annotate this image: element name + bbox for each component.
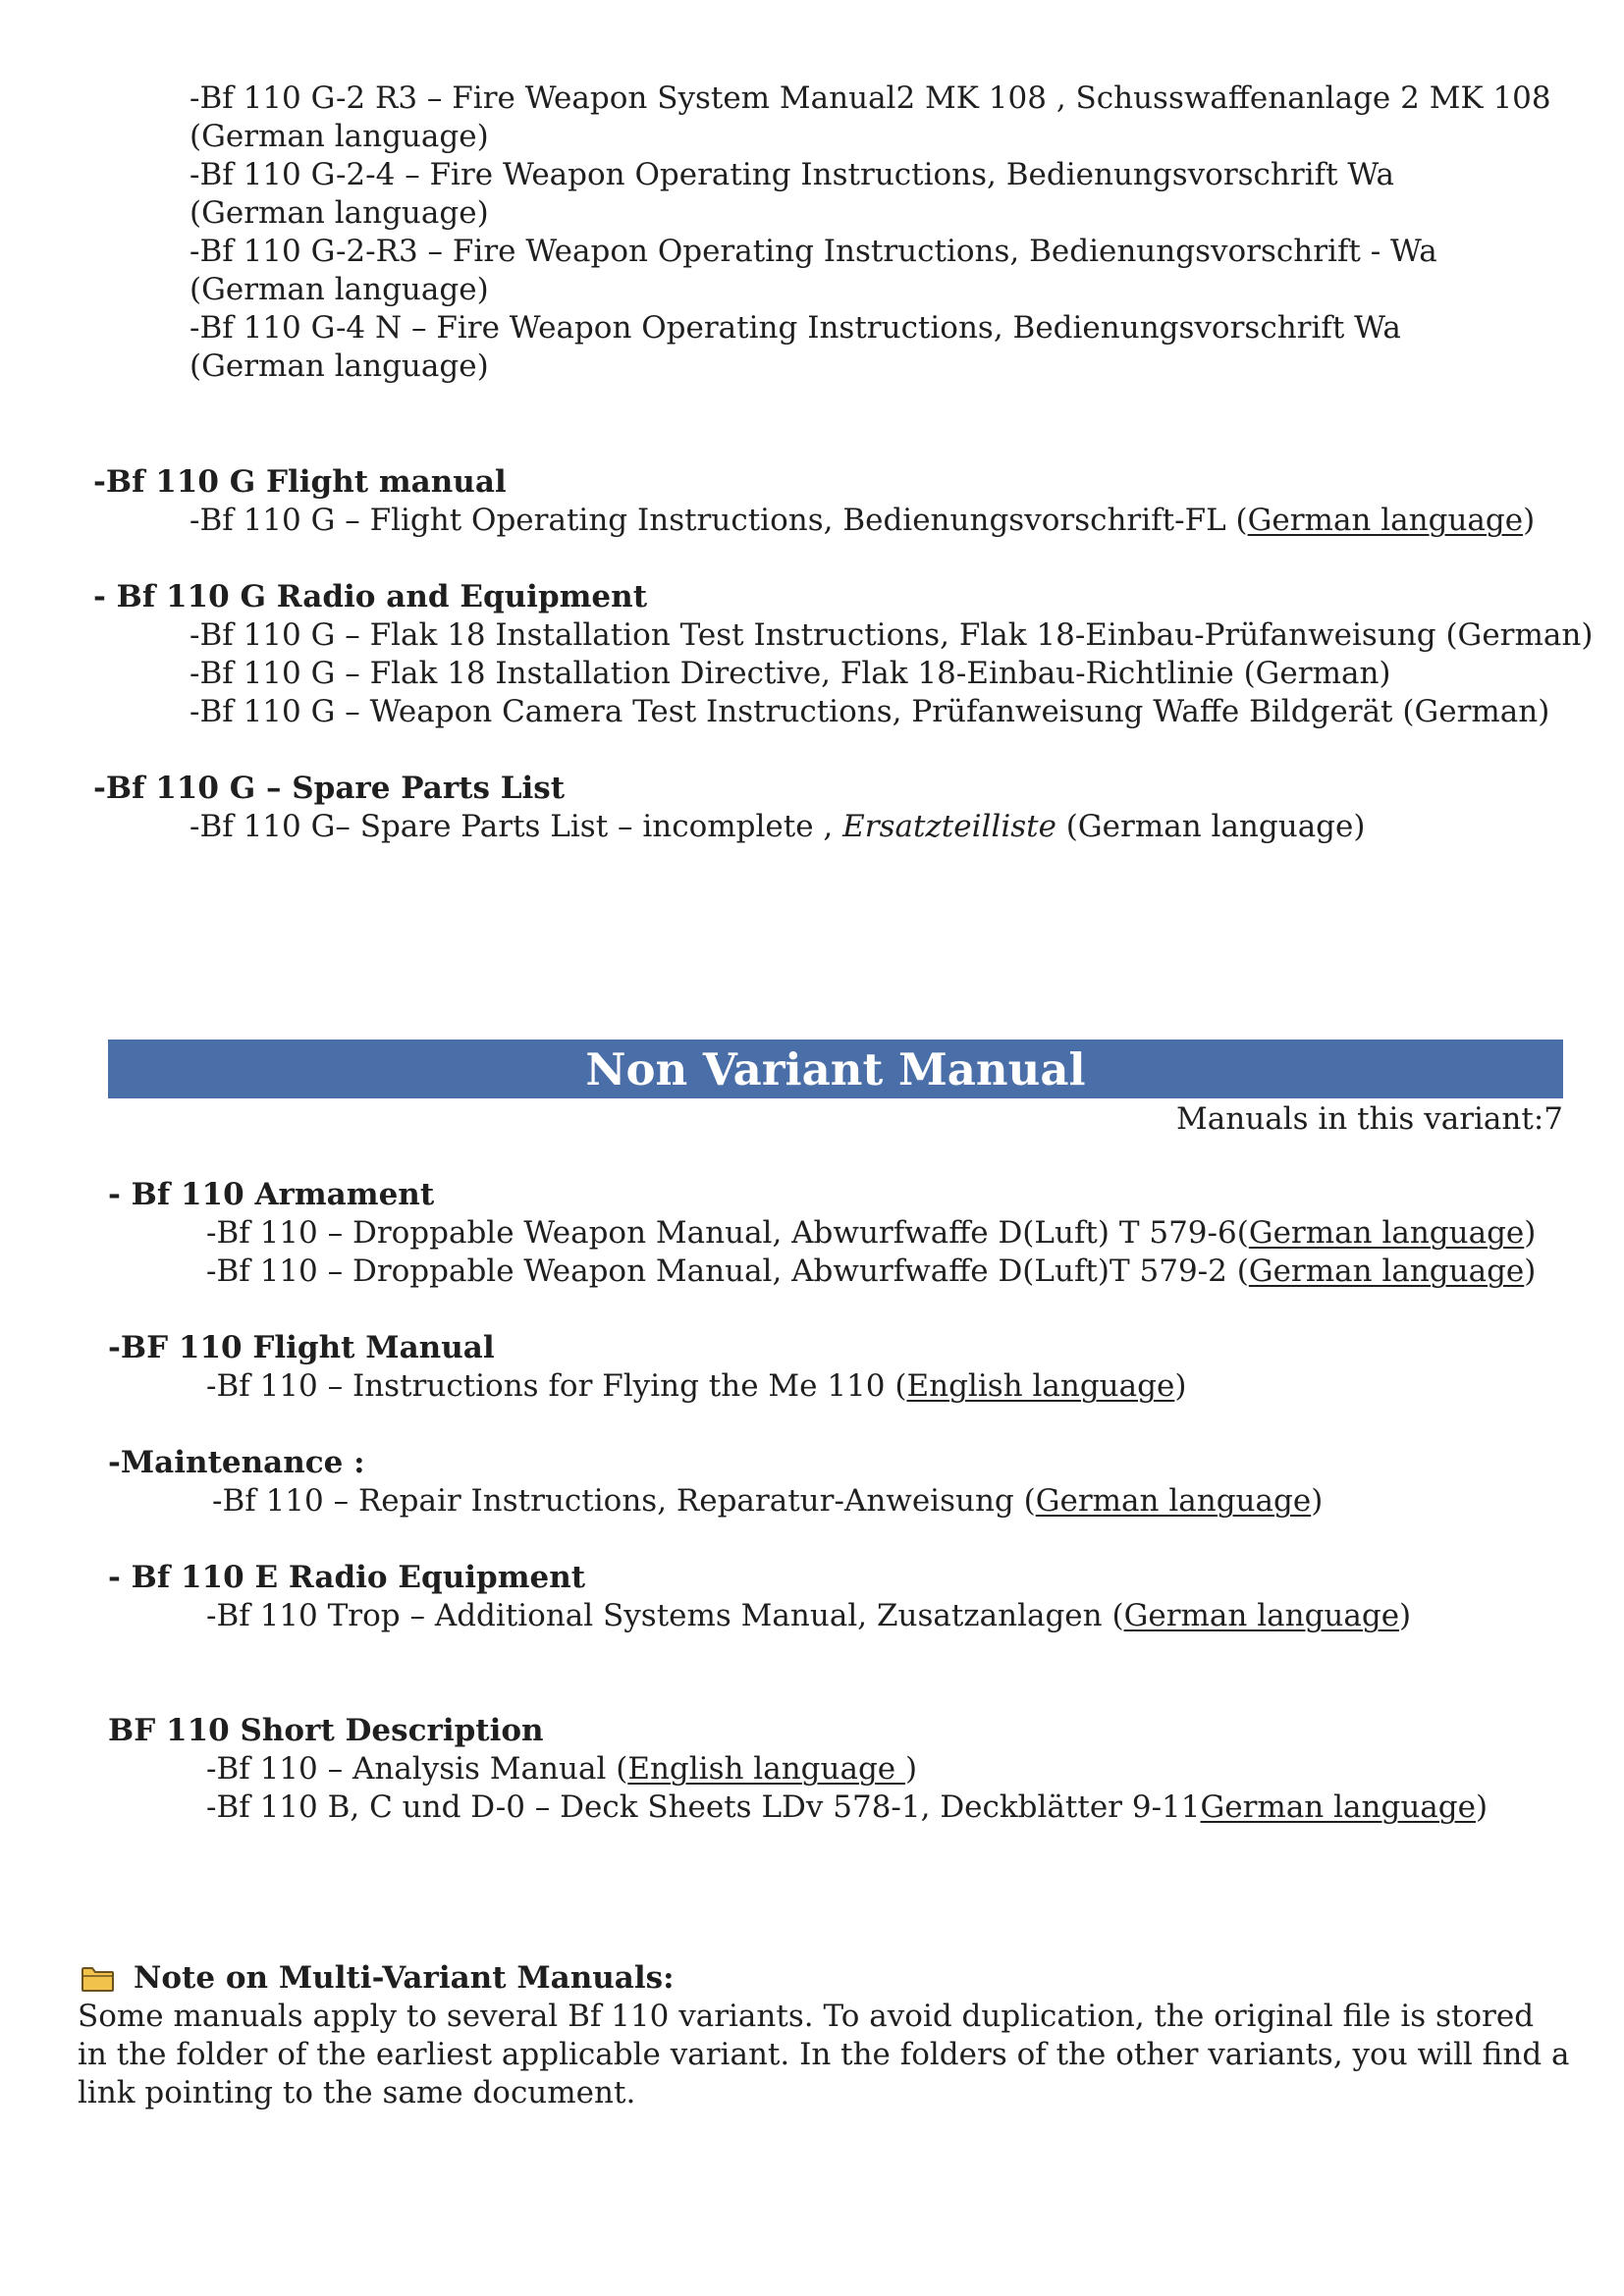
list-item: -Bf 110 Trop – Additional Systems Manual, Zusatzanlagen (German language) <box>206 1598 1412 1633</box>
list-item: -Bf 110 – Analysis Manual (English language ) <box>206 1751 918 1787</box>
language-link[interactable]: German language <box>1123 1598 1400 1633</box>
section-heading-flight-manual: -BF 110 Flight Manual <box>108 1330 495 1365</box>
language-link[interactable]: German language <box>1035 1483 1312 1519</box>
section-heading-short-description: BF 110 Short Description <box>108 1713 544 1748</box>
list-item: -Bf 110 G – Weapon Camera Test Instructions, Prüfanweisung Waffe Bildgerät (German) <box>189 694 1550 729</box>
language-link[interactable]: German language <box>1200 1789 1476 1825</box>
list-item: -Bf 110 – Droppable Weapon Manual, Abwurfwaffe D(Luft)T 579-2 (German language) <box>206 1254 1537 1289</box>
list-item: -Bf 110 G-2 R3 – Fire Weapon System Manual2 MK 108 , Schusswaffenanlage 2 MK 108 (German language) <box>189 80 1551 154</box>
list-item: -Bf 110 – Droppable Weapon Manual, Abwurfwaffe D(Luft) T 579-6(German language) <box>206 1215 1537 1251</box>
language-link[interactable]: German language <box>1248 1254 1525 1289</box>
section-heading-g-flight: -Bf 110 G Flight manual <box>93 464 507 500</box>
language-link[interactable]: English language <box>627 1751 906 1787</box>
list-item: -Bf 110 G– Spare Parts List – incomplete , Ersatzteilliste (German language) <box>189 809 1366 844</box>
language-link[interactable]: German language <box>1247 503 1524 538</box>
section-heading-maintenance: -Maintenance : <box>108 1445 365 1480</box>
folder-icon <box>81 1965 116 1993</box>
list-item: -Bf 110 G – Flak 18 Installation Test Instructions, Flak 18-Einbau-Prüfanweisung (German) <box>189 617 1594 653</box>
list-item: -Bf 110 G – Flight Operating Instructions, Bedienungsvorschrift-FL (German language) <box>189 503 1536 538</box>
list-item: -Bf 110 G – Flak 18 Installation Directive, Flak 18-Einbau-Richtlinie (German) <box>189 656 1391 691</box>
list-item: -Bf 110 G-2-R3 – Fire Weapon Operating Instructions, Bedienungsvorschrift - Wa (German language) <box>189 234 1437 307</box>
language-link[interactable]: English language <box>906 1368 1175 1404</box>
list-item: -Bf 110 G-4 N – Fire Weapon Operating Instructions, Bedienungsvorschrift Wa (German language) <box>189 310 1401 384</box>
section-heading-armament: - Bf 110 Armament <box>108 1177 435 1212</box>
list-item: -Bf 110 – Repair Instructions, Reparatur-Anweisung (German language) <box>212 1483 1324 1519</box>
note-heading: Note on Multi-Variant Manuals: <box>134 1960 675 1996</box>
section-banner: Non Variant Manual <box>108 1040 1563 1098</box>
list-item: -Bf 110 G-2-4 – Fire Weapon Operating Instructions, Bedienungsvorschrift Wa (German language) <box>189 157 1395 231</box>
list-item: -Bf 110 – Instructions for Flying the Me 110 (English language) <box>206 1368 1187 1404</box>
section-heading-g-radio: - Bf 110 G Radio and Equipment <box>93 579 648 614</box>
note-body: Some manuals apply to several Bf 110 variants. To avoid duplication, the original file is stored in the folder of the earliest applicable variant. In the folders of the other variants, you will find a link pointing to the same document. <box>78 1999 1570 2110</box>
language-link[interactable]: German language <box>1248 1215 1525 1251</box>
section-heading-spare-parts: -Bf 110 G – Spare Parts List <box>93 771 566 806</box>
manual-count: Manuals in this variant:7 <box>1176 1101 1563 1137</box>
list-item: -Bf 110 B, C und D-0 – Deck Sheets LDv 578-1, Deckblätter 9-11German language) <box>206 1789 1489 1825</box>
section-heading-e-radio: - Bf 110 E Radio Equipment <box>108 1560 586 1595</box>
